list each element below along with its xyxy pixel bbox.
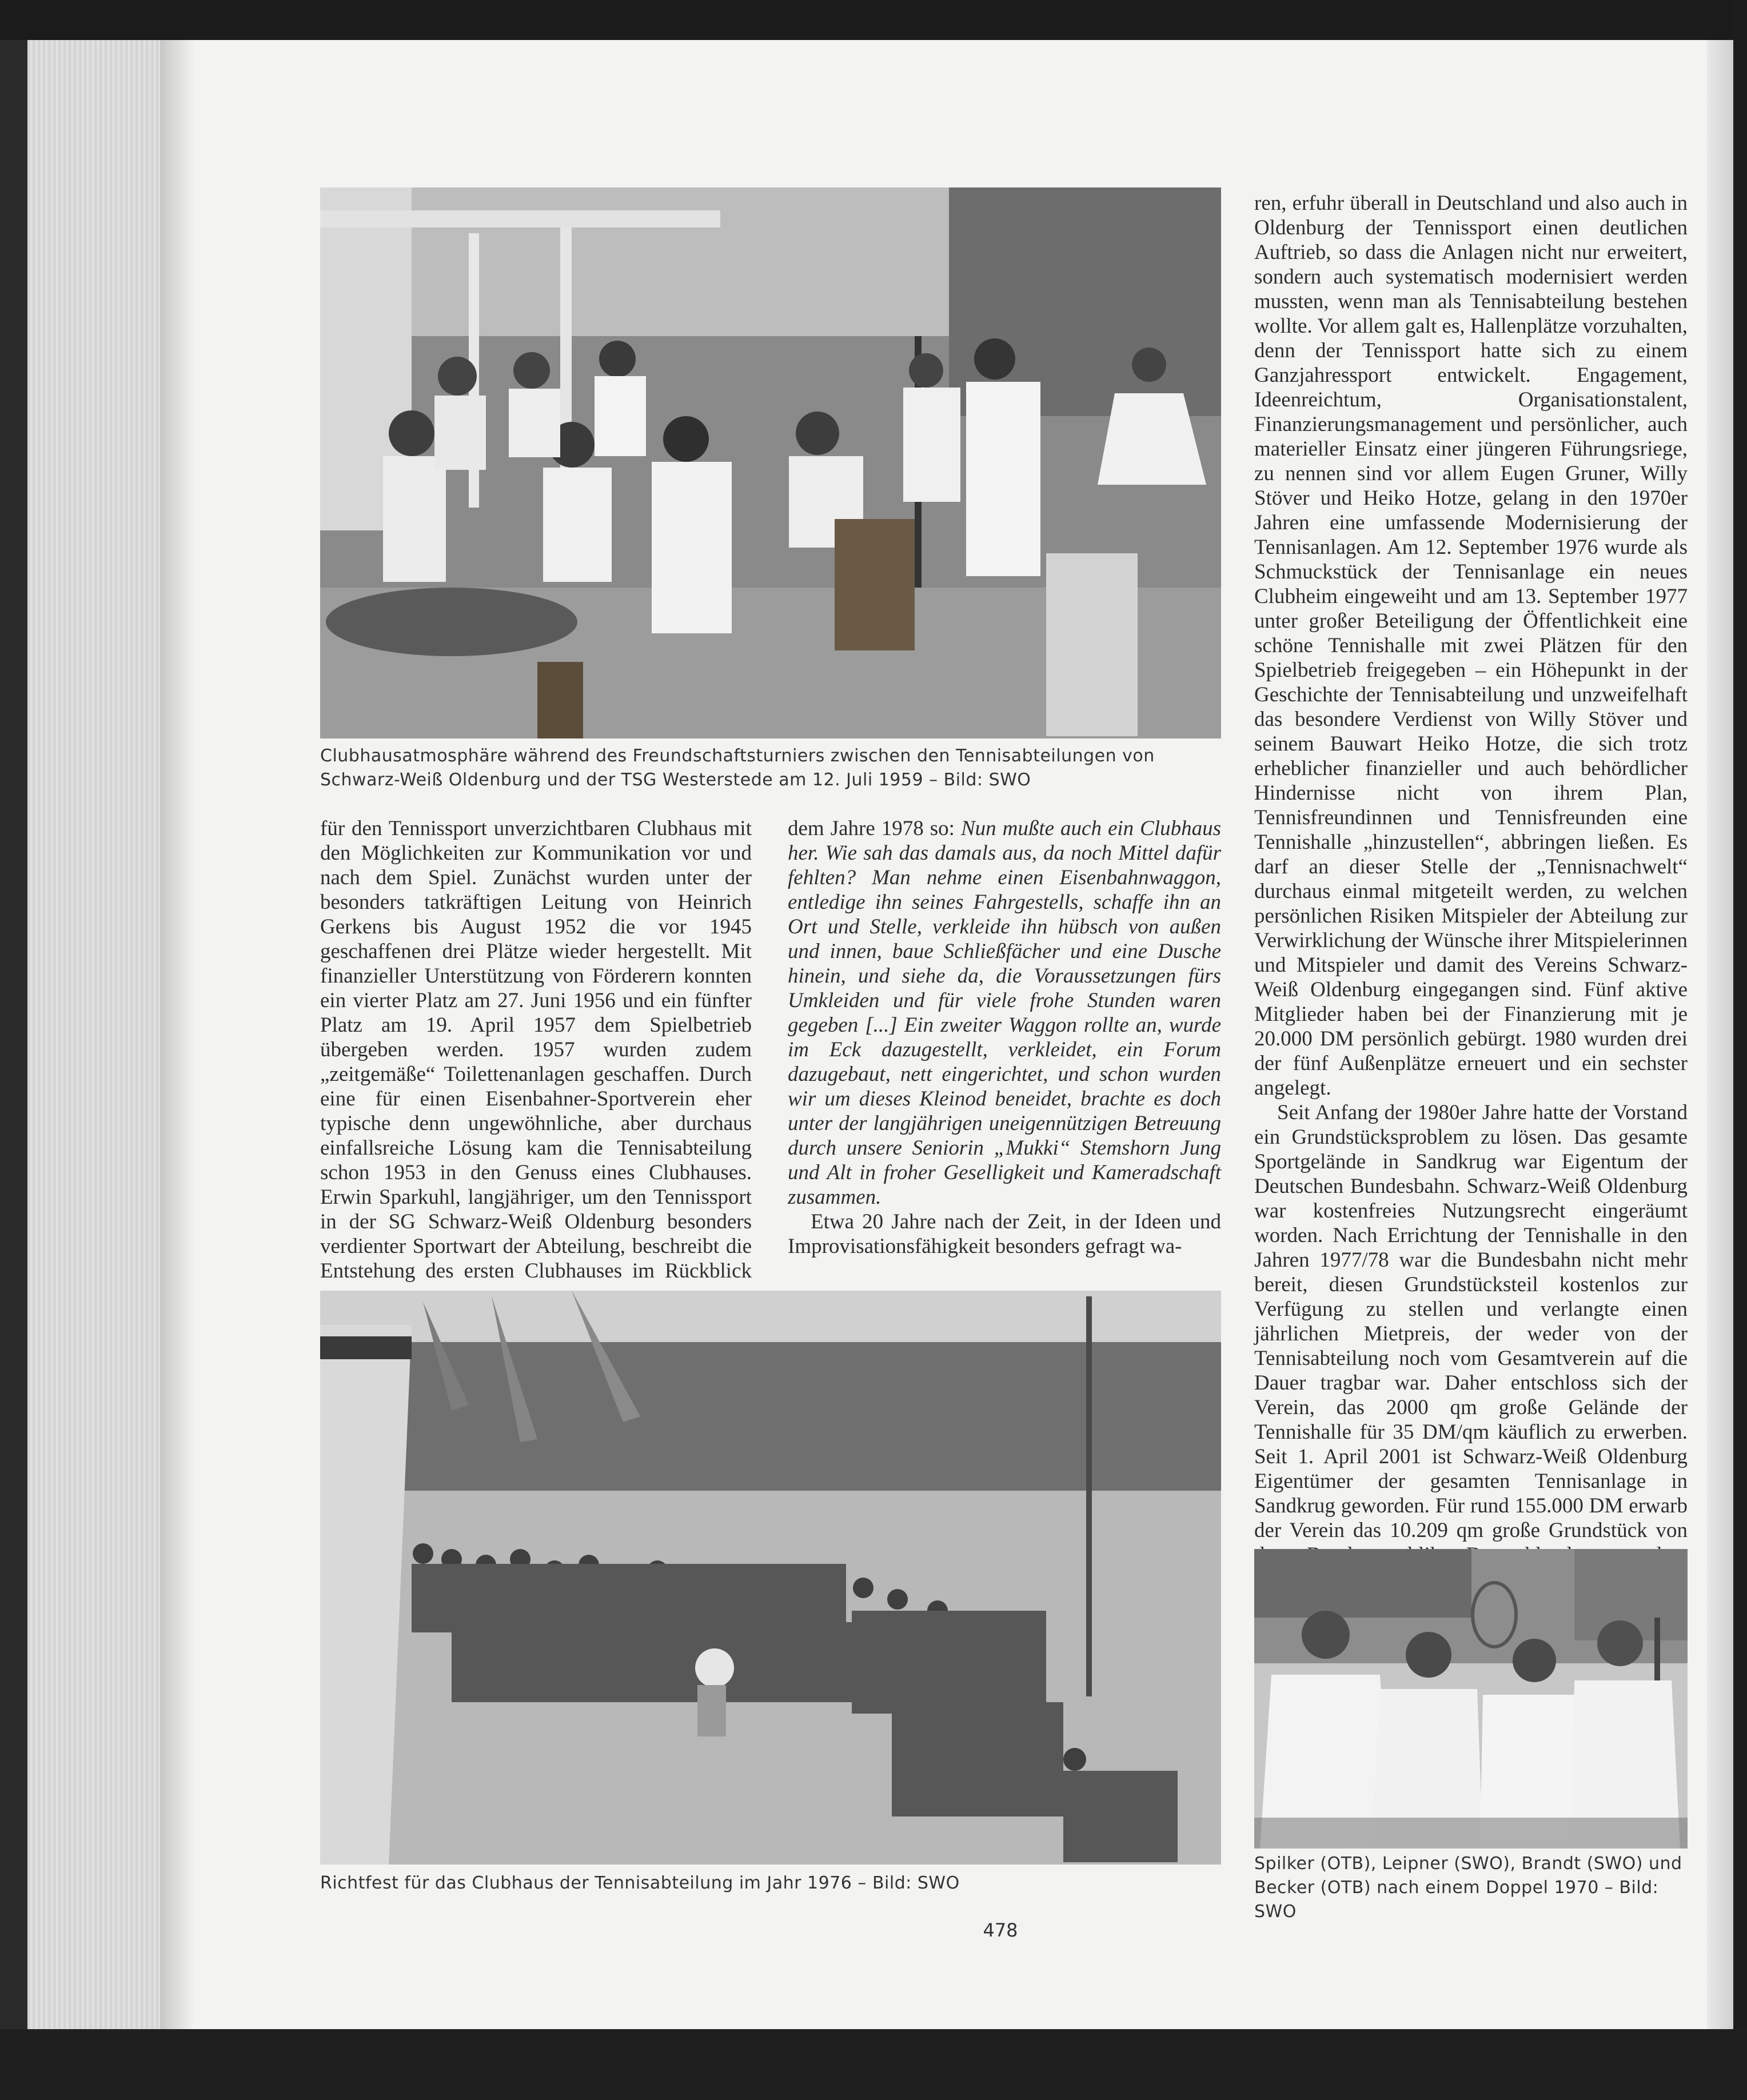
scan-background-right — [1733, 0, 1747, 2100]
page-number: 478 — [983, 1919, 1018, 1941]
photo-caption: Clubhausatmosphäre während des Freundschaftsturniers zwischen den Tennisabteilungen von Schwarz-Weiß Oldenburg und der TSG Westerstede am 12. Juli 1959 – Bild: SWO — [320, 746, 1155, 790]
photo-caption: Richtfest für das Clubhaus der Tennisabteilung im Jahr 1976 – Bild: SWO — [320, 1873, 960, 1893]
photo-caption: Spilker (OTB), Leipner (SWO), Brandt (SWO) und Becker (OTB) nach einem Doppel 1970 – Bild: SWO — [1254, 1854, 1682, 1922]
paragraph: ren, erfuhr überall in Deutschland und also auch in Oldenburg der Tennissport einen deutlichen Auftrieb, so dass die Anlagen nicht nur erweitert, sondern auch systematisch modernisiert werden mussten, wenn man als Tennisabteilung bestehen wollte. Vor allem galt es, Hallenplätze vorzuhalten, denn der Tennissport hatte sich zu einem Ganzjahressport entwickelt. Engagement, Ideenreichtum, Organisationstalent, Finanzierungsmanagement und persönlicher, auch materieller Einsatz einer jüngeren Führungsriege, zu nennen sind vor allem Eugen Gruner, Willy Stöver und Heiko Hotze, gelang in den 1970er Jahren eine umfassende Modernisierung der Tennisanlagen. Am 12. September 1976 wurde als Schmuckstück der Tennisanlage ein neues Clubheim eingeweiht und am 13. September 1977 unter großer Beteiligung der Öffentlichkeit eine schöne Tennishalle mit zwei Plätzen für den Spielbetrieb freigegeben – ein Höhepunkt in der Geschichte der Tennisabteilung und unzweifelhaft das besondere Verdienst von Willy Stöver und seinem Bauwart Heiko Hotze, die sich trotz erheblicher finanzieller und auch behördlicher Hindernisse nicht von ihrem Plan, Tennisfreundinnen und Tennisfreunden eine Tennishalle „hinzustellen“, abbringen ließen. Es darf an dieser Stelle der „Tennisnachwelt“ durchaus einmal mitgeteilt werden, zu welchen persönlichen Risiken Mitspieler der Abteilung zur Verwirklichung der Wünsche ihrer Mitspielerinnen und Mitspieler und damit des Vereins Schwarz-Weiß Oldenburg eingegangen sind. Fünf aktive Mitglieder haben bei der Finanzierung mit je 20.000 DM persönlich gebürgt. 1980 wurden drei der fünf Außenplätze erneuert und ein sechster angelegt. — [1254, 191, 1688, 1100]
paragraph — [788, 816, 1221, 1209]
scan-background-bottom — [0, 2029, 1747, 2100]
page-right-edge — [1707, 40, 1733, 2029]
photo-richtfest-crowd — [320, 1291, 1221, 1865]
paragraph: Seit Anfang der 1980er Jahre hatte der Vorstand ein Grundstücksproblem zu lösen. Das gesamte Sportgelände in Sandkrug war Eigentum der Deutschen Bundesbahn. Schwarz-Weiß Oldenburg war kostenfreies Nutzungsrecht eingeräumt worden. Nach Errichtung der Tennishalle in den Jahren 1977/78 war die Bundesbahn nicht mehr bereit, diesen Grundstücksteil kostenlos zur Verfügung zu stellen und verlangte einen jährlichen Mietpreis, der weder von der Tennisabteilung noch vom Gesamtverein auf die Dauer tragbar war. Daher entschloss sich der Verein, das 2000 qm große Gelände der Tennishalle für 35 DM/qm käuflich zu erwerben. Seit 1. April 2001 ist Schwarz-Weiß Oldenburg Eigentümer der gesamten Tennisanlage in Sandkrug geworden. Für rund 155.000 DM erwarb der Verein das 10.209 qm große Grundstück von — [1254, 1101, 1688, 1542]
quote-text: Nun mußte auch ein Clubhaus her. Wie sah das damals aus, da noch Mittel dafür fehlten? Man nehme einen Eisenbahnwaggon, entledige ihn seines Fahrgestells, schaffe ihn an Ort und Stelle, verkleide ihn hübsch von außen und innen, baue Schließfächer und eine Dusche hinein, und siehe da, die Voraussetzungen fürs Umkleiden und für viele frohe Stunden waren gegeben [...] Ein zweiter Waggon rollte an, wurde im Eck dazugestellt, verkleidet, ein Forum dazugebaut, nett eingerichtet, und schon wurden wir um dieses Kleinod beneidet, brachte es doch unter der langjährigen uneigennützigen Betreuung durch unsere Seniorin „Mukki“ Stemshorn Jung und Alt in froher Geselligkeit und Kameradschaft zusammen. — [788, 817, 1221, 1209]
text-column-left — [320, 816, 752, 1283]
text-column-middle — [788, 816, 1221, 1262]
spine-shadow — [160, 40, 194, 2029]
quote-intro: dem Jahre 1978 so: — [788, 817, 961, 840]
paragraph: für den Tennissport unverzichtbaren Clubhaus mit den Möglichkeiten zur Kommunikation vor und nach dem Spiel. Zunächst wurden unter der besonders tatkräftigen Leitung von Heinrich Gerkens bis August 1952 die vor 1945 geschaffenen drei Plätze wieder hergestellt. Mit finanzieller Unterstützung von Förderern konnten ein vierter Platz am 27. Juni 1956 und ein fünfter Platz am 19. April 1957 dem Spielbetrieb übergeben werden. 1957 wurden zudem „zeitgemäße“ Toilettenanlagen geschaffen. Durch eine für einen Eisenbahner-Sportverein eher typische denn ungewöhnliche, aber durchaus einfallsreiche Lösung kam die Tennisabteilung schon 1953 in den Genuss eines Clubhauses. Erwin Sparkuhl, langjähriger, um den Tennissport in der SG Schwarz-Weiß Oldenburg besonders verdienter Sportwart der Abteilung, beschreibt die Entstehung des ersten Clubhauses im Rückblick — [320, 817, 752, 1283]
paragraph: Etwa 20 Jahre nach der Zeit, in der Ideen und Improvisationsfähigkeit besonders gefragt wa- — [788, 1210, 1221, 1258]
scan-background-top — [0, 0, 1747, 40]
text-column-right — [1254, 191, 1688, 1542]
book-page-edges — [27, 40, 165, 2029]
photo-clubhouse-terrace — [320, 187, 1221, 738]
photo-tennis-players — [1254, 1549, 1688, 1849]
